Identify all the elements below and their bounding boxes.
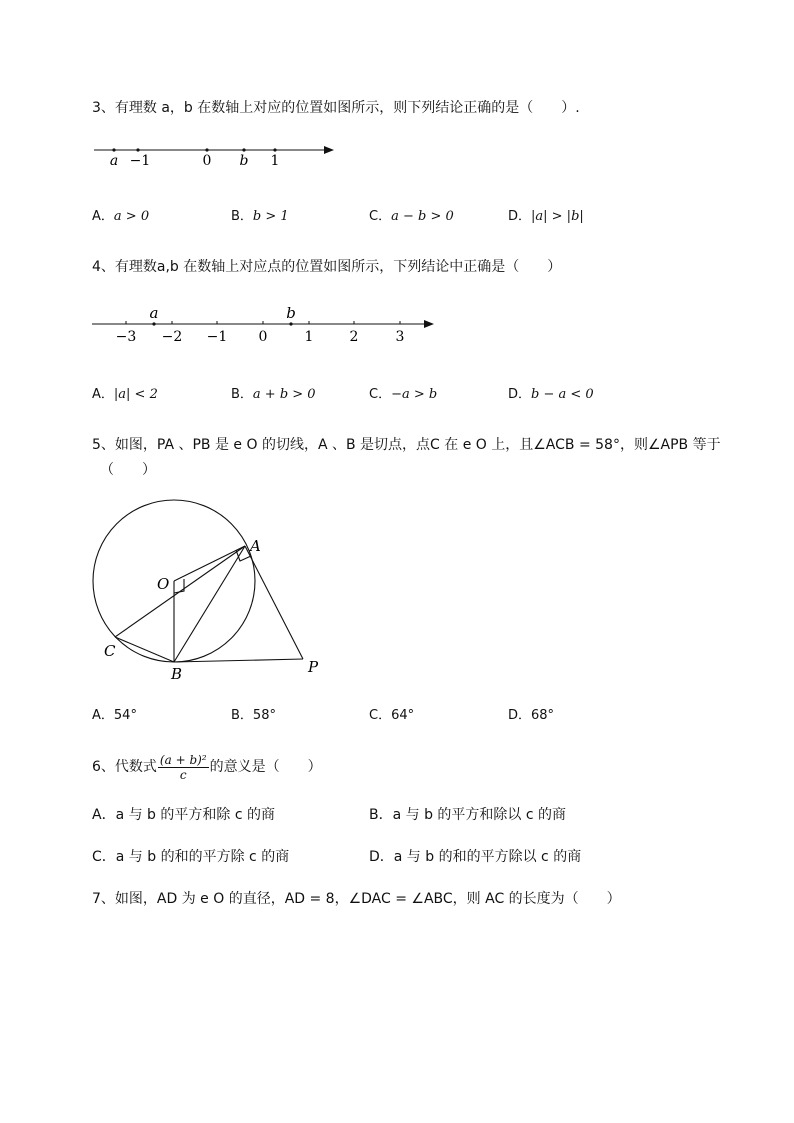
q5-option-c[interactable]: C．64° [369,708,415,723]
q3-label-minus1: −1 [129,153,151,169]
q4-point-a: a [149,304,159,322]
q3-number-line [88,138,348,172]
q4-option-a[interactable]: A．|a| < 2 [92,387,158,402]
q3-option-d[interactable]: D．|a| > |b| [508,209,584,224]
q4-option-c[interactable]: C．−a > b [369,387,438,402]
q5-option-d[interactable]: D．68° [508,708,555,723]
q3-label-1: 1 [270,153,280,169]
q4-option-b[interactable]: B．a + b > 0 [231,387,316,402]
q4-tick-minus2: −2 [161,329,183,345]
q6-prompt-before: 6、代数式 [92,759,157,775]
q6-prompt-after: 的意义是（ ） [209,759,322,775]
q6-prompt [92,750,322,784]
q4-tick-0: 0 [258,329,268,345]
q3-option-c[interactable]: C．a − b > 0 [369,209,454,224]
q3-option-b[interactable]: B．b > 1 [231,209,289,224]
q5-option-b[interactable]: B．58° [231,708,276,723]
q6-fraction [158,753,209,782]
q5-prompt-line2: （ ） [100,462,156,478]
q4-number-line [88,302,448,348]
q5-option-a[interactable]: A．54° [92,708,137,723]
q6-option-c[interactable]: C．a 与 b 的和的平方除 c 的商 [92,849,290,865]
q4-point-b: b [286,304,296,322]
q4-tick-2: 2 [349,329,359,345]
q4-option-d[interactable]: D．b − a < 0 [508,387,594,402]
q5-label-a: A [250,537,261,555]
q4-tick-minus1: −1 [206,329,228,345]
q6-option-b[interactable]: B．a 与 b 的平方和除以 c 的商 [369,807,567,823]
q5-label-o: O [157,575,170,593]
q3-label-b: b [239,153,249,169]
q5-prompt-line1: 5、如图，PA 、PB 是 e O 的切线，A 、B 是切点，点C 在 e O 上，且∠ACB = 58°，则∠APB 等于 [92,437,721,453]
q3-prompt: 3、有理数 a，b 在数轴上对应的位置如图所示，则下列结论正确的是（ ）. [92,100,580,116]
q6-option-a[interactable]: A．a 与 b 的平方和除 c 的商 [92,807,275,823]
q3-label-0: 0 [202,153,212,169]
q3-label-a: a [109,153,119,169]
q4-tick-minus3: −3 [115,329,137,345]
q6-fraction-numerator: (a + b)² [159,752,207,767]
q5-label-c: C [104,642,116,660]
q7-prompt: 7、如图，AD 为 e O 的直径，AD = 8，∠DAC = ∠ABC，则 AC 的长度为（ ） [92,891,621,907]
q6-option-d[interactable]: D．a 与 b 的和的平方除以 c 的商 [369,849,582,865]
q6-fraction-denominator: c [179,767,187,782]
q4-prompt: 4、有理数a,b 在数轴上对应点的位置如图所示，下列结论中正确是（ ） [92,259,562,275]
q5-label-b: B [171,665,183,683]
q4-tick-3: 3 [395,329,405,345]
q5-label-p: P [308,658,319,676]
q5-circle-figure [85,495,345,690]
q4-tick-1: 1 [304,329,314,345]
q3-option-a[interactable]: A．a > 0 [92,209,150,224]
